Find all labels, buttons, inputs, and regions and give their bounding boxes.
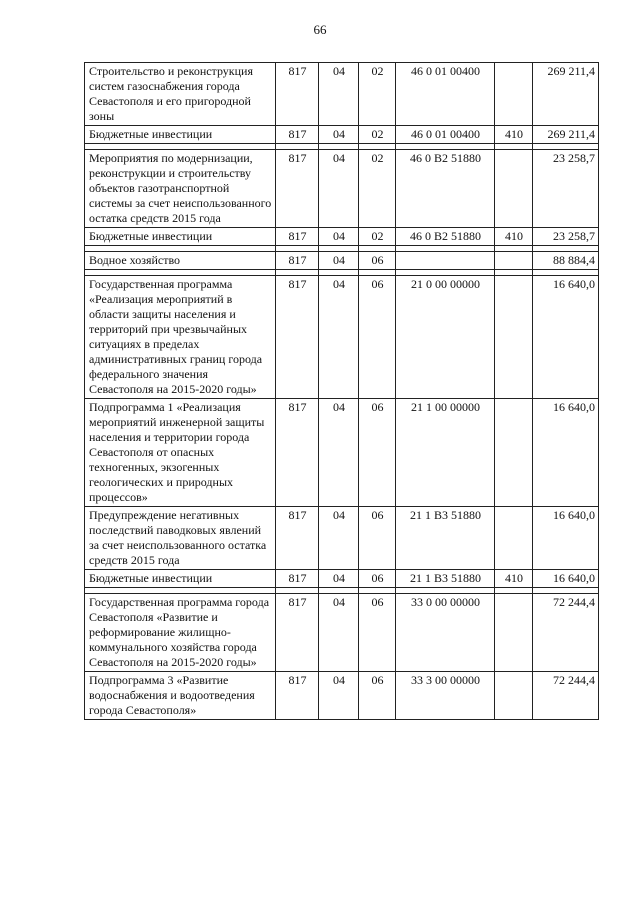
ministry-code-cell: 817 <box>276 570 319 588</box>
table-row <box>85 276 599 399</box>
row-name-cell: Предупреждение негативных последствий паводковых явлений за счет неиспользованного остатка средств 2015 года <box>85 507 276 570</box>
amount-cell: 16 640,0 <box>533 570 599 588</box>
row-name-cell: Государственная программа города Севастополя «Развитие и реформирование жилищно-коммунального хозяйства города Севастополя на 2015-2020 годы» <box>85 594 276 672</box>
target-article-cell: 46 0 В2 51880 <box>396 150 495 228</box>
section-code-cell: 04 <box>319 63 359 126</box>
row-name-cell: Водное хозяйство <box>85 252 276 270</box>
page-number: 66 <box>313 22 327 37</box>
table-row <box>85 672 599 720</box>
row-name-cell: Бюджетные инвестиции <box>85 570 276 588</box>
table-row <box>85 126 599 144</box>
subsection-code-cell: 06 <box>359 276 396 399</box>
subsection-code-cell: 06 <box>359 672 396 720</box>
amount-cell: 16 640,0 <box>533 276 599 399</box>
table-row <box>85 228 599 246</box>
subsection-code-cell: 06 <box>359 570 396 588</box>
expense-type-cell <box>495 507 533 570</box>
subsection-code-cell: 06 <box>359 507 396 570</box>
table-row <box>85 150 599 228</box>
amount-cell: 16 640,0 <box>533 507 599 570</box>
amount-cell: 269 211,4 <box>533 63 599 126</box>
target-article-cell: 46 0 В2 51880 <box>396 228 495 246</box>
row-name-cell: Бюджетные инвестиции <box>85 126 276 144</box>
amount-cell: 269 211,4 <box>533 126 599 144</box>
subsection-code-cell: 02 <box>359 228 396 246</box>
section-code-cell: 04 <box>319 276 359 399</box>
ministry-code-cell: 817 <box>276 252 319 270</box>
ministry-code-cell: 817 <box>276 594 319 672</box>
section-code-cell: 04 <box>319 126 359 144</box>
amount-cell: 72 244,4 <box>533 594 599 672</box>
section-code-cell: 04 <box>319 594 359 672</box>
table-row <box>85 63 599 126</box>
row-name-cell: Бюджетные инвестиции <box>85 228 276 246</box>
expense-type-cell <box>495 252 533 270</box>
section-code-cell: 04 <box>319 150 359 228</box>
target-article-cell: 33 3 00 00000 <box>396 672 495 720</box>
ministry-code-cell: 817 <box>276 63 319 126</box>
target-article-cell: 46 0 01 00400 <box>396 63 495 126</box>
subsection-code-cell: 02 <box>359 126 396 144</box>
expense-type-cell <box>495 672 533 720</box>
row-name-cell: Мероприятия по модернизации, реконструкции и строительству объектов газотранспортной системы за счет неиспользованного остатка средств 2015 года <box>85 150 276 228</box>
target-article-cell: 46 0 01 00400 <box>396 126 495 144</box>
expense-type-cell: 410 <box>495 228 533 246</box>
ministry-code-cell: 817 <box>276 507 319 570</box>
amount-cell: 23 258,7 <box>533 150 599 228</box>
section-code-cell: 04 <box>319 672 359 720</box>
expense-type-cell <box>495 63 533 126</box>
subsection-code-cell: 06 <box>359 252 396 270</box>
row-name-cell: Государственная программа «Реализация мероприятий в области защиты населения и территорий при чрезвычайных ситуациях в пределах административных границ города федерального значения Севастополя на 2015-2020 годы» <box>85 276 276 399</box>
ministry-code-cell: 817 <box>276 150 319 228</box>
target-article-cell <box>396 252 495 270</box>
expense-type-cell: 410 <box>495 570 533 588</box>
ministry-code-cell: 817 <box>276 399 319 507</box>
ministry-code-cell: 817 <box>276 126 319 144</box>
target-article-cell: 21 1 В3 51880 <box>396 570 495 588</box>
expense-type-cell: 410 <box>495 126 533 144</box>
expense-type-cell <box>495 150 533 228</box>
target-article-cell: 21 1 В3 51880 <box>396 507 495 570</box>
table-row <box>85 399 599 507</box>
section-code-cell: 04 <box>319 570 359 588</box>
section-code-cell: 04 <box>319 507 359 570</box>
table-row <box>85 507 599 570</box>
subsection-code-cell: 02 <box>359 150 396 228</box>
section-code-cell: 04 <box>319 399 359 507</box>
subsection-code-cell: 06 <box>359 594 396 672</box>
budget-table <box>84 62 599 720</box>
ministry-code-cell: 817 <box>276 276 319 399</box>
ministry-code-cell: 817 <box>276 672 319 720</box>
amount-cell: 88 884,4 <box>533 252 599 270</box>
table-row <box>85 252 599 270</box>
target-article-cell: 21 1 00 00000 <box>396 399 495 507</box>
amount-cell: 23 258,7 <box>533 228 599 246</box>
section-code-cell: 04 <box>319 252 359 270</box>
table-row <box>85 594 599 672</box>
subsection-code-cell: 06 <box>359 399 396 507</box>
row-name-cell: Строительство и реконструкция систем газоснабжения города Севастополя и его пригородной зоны <box>85 63 276 126</box>
row-name-cell: Подпрограмма 3 «Развитие водоснабжения и водоотведения города Севастополя» <box>85 672 276 720</box>
expense-type-cell <box>495 276 533 399</box>
amount-cell: 16 640,0 <box>533 399 599 507</box>
table-row <box>85 570 599 588</box>
expense-type-cell <box>495 399 533 507</box>
section-code-cell: 04 <box>319 228 359 246</box>
target-article-cell: 21 0 00 00000 <box>396 276 495 399</box>
subsection-code-cell: 02 <box>359 63 396 126</box>
amount-cell: 72 244,4 <box>533 672 599 720</box>
target-article-cell: 33 0 00 00000 <box>396 594 495 672</box>
ministry-code-cell: 817 <box>276 228 319 246</box>
expense-type-cell <box>495 594 533 672</box>
row-name-cell: Подпрограмма 1 «Реализация мероприятий инженерной защиты населения и территории города Севастополя от опасных техногенных, экзогенных геологических и природных процессов» <box>85 399 276 507</box>
